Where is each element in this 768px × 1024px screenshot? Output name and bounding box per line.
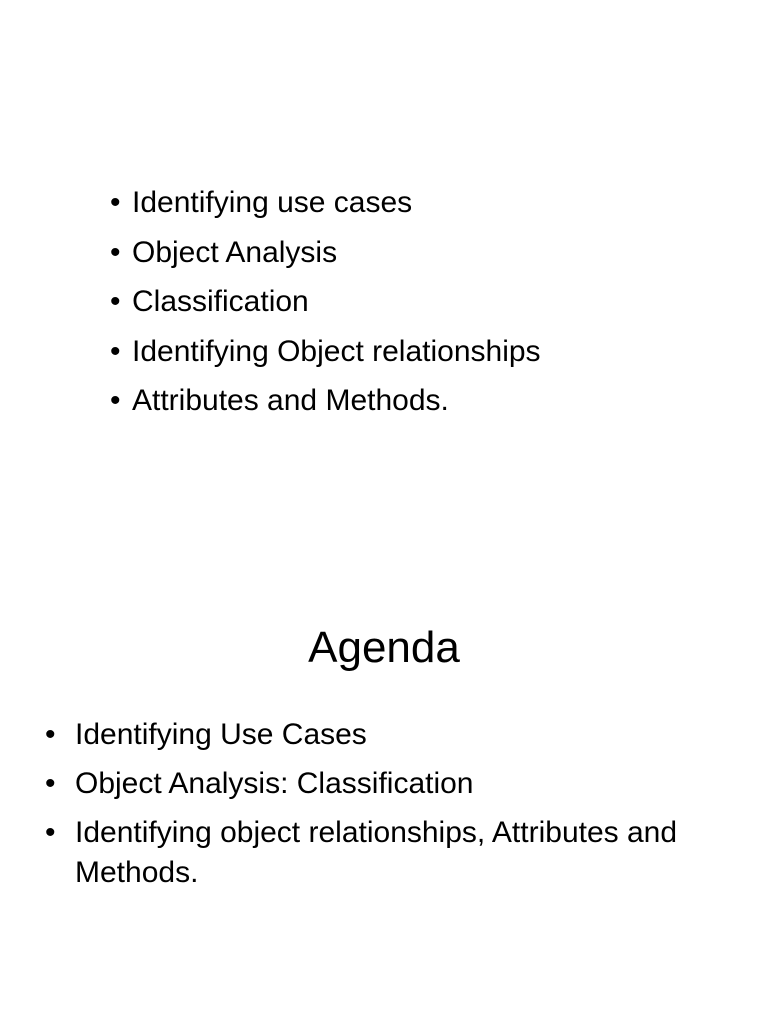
agenda-list: [45, 715, 725, 902]
list-item: [45, 764, 725, 804]
list-item: [110, 327, 541, 377]
list-item: [45, 813, 725, 893]
list-item: [110, 228, 541, 278]
list-item-text: Classification: [132, 285, 309, 318]
list-item: [110, 376, 541, 426]
list-item-text: Object Analysis: [132, 235, 338, 269]
list-item-text: Identifying use cases: [132, 186, 413, 219]
list-item-text: Object Analysis: Classification: [75, 767, 474, 800]
bullet-icon: •: [45, 767, 56, 800]
list-item: [45, 715, 725, 755]
list-item-text: Attributes and Methods.: [132, 384, 449, 417]
list-item: [110, 178, 541, 228]
bullet-icon: •: [110, 285, 121, 318]
bullet-icon: •: [110, 384, 121, 417]
bullet-icon: •: [45, 816, 56, 849]
list-item-text: Identifying object relationships, Attributes and Methods.: [75, 816, 678, 889]
slide-2: [0, 512, 768, 1024]
bullet-icon: •: [110, 186, 121, 219]
bullet-icon: •: [110, 334, 121, 368]
list-item: [110, 277, 541, 327]
bullet-icon: •: [45, 718, 56, 751]
slide-title: Agenda: [308, 623, 460, 672]
list-item-text: Identifying Use Cases: [75, 718, 367, 751]
bullet-icon: •: [110, 235, 121, 269]
list-item-text: Identifying Object relationships: [132, 334, 541, 368]
overview-list: [110, 178, 541, 426]
